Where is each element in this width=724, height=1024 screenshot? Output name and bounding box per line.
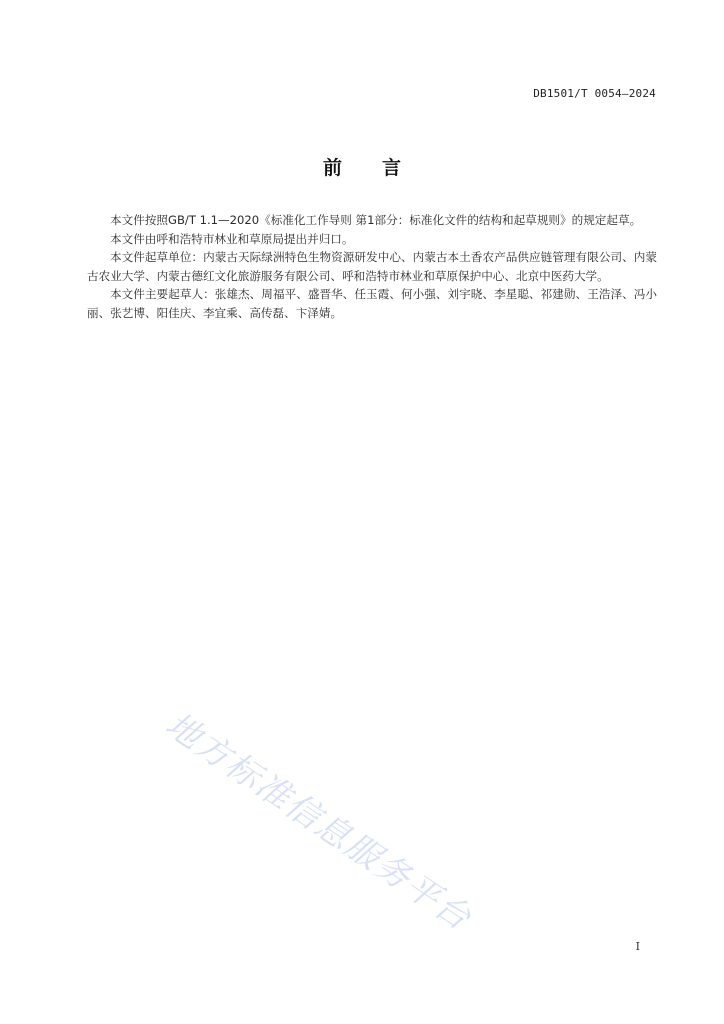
paragraph-proposer: 本文件由呼和浩特市林业和草原局提出并归口。: [110, 231, 354, 246]
paragraph-drafters: 本文件主要起草人：张雄杰、周福平、盛晋华、任玉霞、何小强、刘宇晓、李星聪、祁建勋、王浩泽、冯小丽、张艺博、阳佳庆、李宜乘、高传磊、卞泽婧。: [87, 287, 657, 320]
title-char-2: 言: [382, 157, 402, 179]
paragraph-drafting-basis: 本文件按照GB/T 1.1—2020《标准化工作导则 第1部分：标准化文件的结构和起草规则》的规定起草。: [110, 213, 642, 227]
watermark: 地方标准信息服务平台: [158, 704, 479, 940]
title-char-1: 前: [322, 157, 342, 179]
page-number: I: [635, 940, 640, 953]
document-code: DB1501/T 0054—2024: [533, 87, 656, 100]
page-title: [0, 153, 724, 180]
paragraph-drafting-units: 本文件起草单位：内蒙古天际绿洲特色生物资源研发中心、内蒙古本土香农产品供应链管理有限公司、内蒙古农业大学、内蒙古德红文化旅游服务有限公司、呼和浩特市林业和草原保护中心、北京中医药大学。: [87, 250, 657, 283]
foreword-body: [87, 211, 657, 322]
